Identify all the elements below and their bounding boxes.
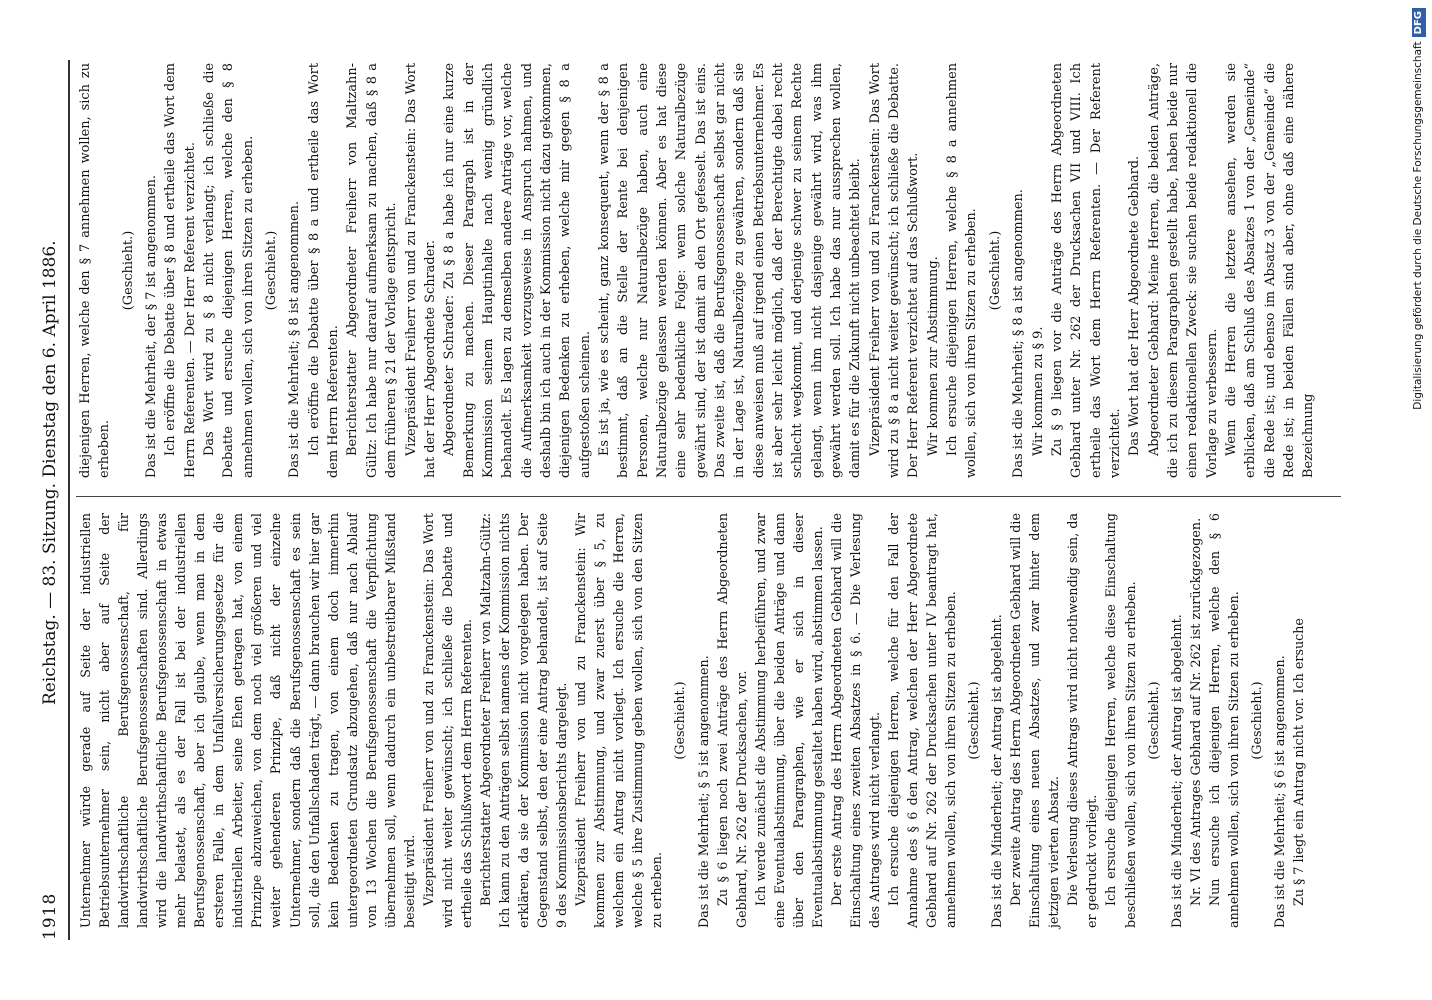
- stage-direction: (Geschieht.): [966, 681, 982, 760]
- paragraph: Vizepräsident Freiherr von und zu Franckenstein: Das Wort wird zu § 8 a nicht weiter gewünscht; ich schließe die Debatte. Der Herr Referent verzichtet auf das Schlußwort.: [867, 63, 922, 478]
- paragraph: Ich werde zunächst die Abstimmung herbeiführen, und zwar eine Eventualabstimmung, über die beiden Anträge und dann über den Paragraphen, wie er sich in dieser Eventualabstimmung gestaltet haben wird, abstimmen lassen.: [752, 513, 825, 928]
- paragraph: Wir kommen zu § 9.: [1030, 326, 1046, 456]
- page-number: 1918: [40, 892, 60, 940]
- paragraph: Zu § 7 liegt ein Antrag nicht vor. Ich ersuche: [1290, 618, 1306, 906]
- stage-direction: (Geschieht.): [1248, 681, 1264, 760]
- paragraph: Vizepräsident Freiherr von und zu Franckenstein: Das Wort hat der Herr Abgeordnete Schrader.: [403, 63, 438, 478]
- header-rule: [68, 60, 70, 940]
- paragraph: Das ist die Mehrheit; § 8 ist angenommen.: [287, 200, 303, 478]
- stage-direction: (Geschieht.): [120, 230, 136, 311]
- stage-direction: (Geschieht.): [987, 230, 1003, 311]
- right-column: [76, 63, 1326, 478]
- paragraph: Das Wort hat der Herr Abgeordnete Gebhard.: [1127, 155, 1143, 456]
- paragraph: Das ist die Mehrheit; § 8 a ist angenommen.: [1011, 189, 1027, 478]
- paragraph: Das Wort wird zu § 8 nicht verlangt; ich schließe die Debatte und ersuche diejenigen Herren, welche den § 8 annehmen wollen, sich von ihren Sitzen zu erheben.: [202, 63, 256, 478]
- paragraph: Die Verlesung dieses Antrags wird nicht nothwendig sein, da er gedruckt vorliegt.: [1065, 513, 1100, 928]
- paragraph: Ich eröffne die Debatte über § 8 und ertheile das Wort dem Herrn Referenten. — Der Herr Referent verzichtet.: [163, 63, 198, 478]
- paragraph: Nun ersuche ich diejenigen Herren, welche den § 6 annehmen wollen, sich von ihren Sitzen zu erheben.: [1206, 513, 1241, 928]
- paragraph: Berichterstatter Abgeordneter Freiherr von Maltzahn-Gültz: Ich habe nur darauf aufmerksam zu machen, daß § 8 a dem früheren § 21 der Vorlage entspricht.: [345, 63, 400, 478]
- paragraph: Wir kommen zur Abstimmung.: [925, 256, 941, 456]
- paragraph: Der zweite Antrag des Herrn Abgeordneten Gebhard will die Einschaltung eines neuen Absatzes, und zwar hinter dem jetzigen vierten Absatz.: [1008, 513, 1062, 928]
- paragraph: Zu § 9 liegen vor die Anträge des Herrn Abgeordneten Gebhard unter Nr. 262 der Drucksachen VII und VIII. Ich ertheile das Wort dem Herrn Referenten. — Der Referent verzichtet.: [1049, 63, 1123, 478]
- paragraph: Abgeordneter Schrader: Zu § 8 a habe ich nur eine kurze Bemerkung zu machen. Dieser Paragraph ist in der Kommission seinem Hauptinhalte nach wenig gründlich behandelt. Es lagen zu demselben andere Anträge vor, welche die Aufmerksamkeit vorzugsweise in Anspruch nahmen, und deshalb bin ich auch in der Kommission nicht dazu gekommen, diejenigen Bedenken zu erheben, welche mir gegen § 8 a aufgestoßen scheinen.: [442, 63, 593, 478]
- paragraph: Das ist die Mehrheit, der § 7 ist angenommen.: [144, 175, 160, 478]
- paragraph: Der erste Antrag des Herrn Abgeordneten Gebhard will die Einschaltung eines zweiten Absatzes in § 6. — Die Verlesung des Antrages wird nicht verlangt.: [828, 513, 882, 928]
- paragraph: Das ist die Minderheit; der Antrag ist abgelehnt.: [1168, 614, 1184, 928]
- dfg-logo-icon: DFG: [1412, 8, 1426, 37]
- stage-direction: (Geschieht.): [672, 681, 688, 760]
- paragraph: Das ist die Mehrheit; § 5 ist angenommen.: [695, 655, 711, 928]
- paragraph: Abgeordneter Gebhard: Meine Herren, die beiden Anträge, die ich zu diesem Paragraphen gestellt habe, haben beide nur einen redaktionellen Zweck: sie suchen beide redaktionell die Vorlage zu verbessern.: [1146, 63, 1220, 478]
- paragraph: Berichterstatter Abgeordneter Freiherr von Maltzahn-Gültz: Ich kann zu den Anträgen selbst namens der Kommission nichts erklären, da sie der Kommission nicht vorgelegen haben. Der Gegenstand selbst, den der eine Antrag behandelt, ist auf Seite 9 des Kommissionsberichts dargelegt.: [477, 513, 570, 928]
- paragraph: Unternehmer würde gerade auf Seite der industriellen Betriebsunternehmer sein, nicht aber auf Seite der landwirthschaftliche Berufsgenossenschaft, für landwirthschaftliche Berufsgenossenschaften sind. Allerdings wird die landwirthschaftliche Berufsgenossenschaft in etwas mehr belastet, als es der Fall ist bei der industriellen Berufsgenossenschaft, aber ich glaube, wenn man in dem ersteren Falle, in dem Unfallversicherungsgesetze für die industriellen Arbeiter, seine Ehen getragen hat, von einem Prinzipe abzuweichen, von dem noch viel größeren und viel weiter gehenderen Prinzipe, daß nicht der einzelne Unternehmer, sondern daß die Berufsgenossenschaft es sein soll, die den Unfallschaden trägt, — dann brauchen wir hier gar kein Bedenken zu tragen, von einem doch immerhin untergeordneten Grundsatz abzugehen, daß nur nach Ablauf von 13 Wochen die Berufsgenossenschaft die Verpflichtung übernehmen soll, wenn dadurch ein unbestreitbarer Mißstand beseitigt wird.: [78, 513, 417, 928]
- paragraph: Nr. VI des Antrages Gebhard auf Nr. 262 ist zurückgezogen.: [1187, 517, 1203, 906]
- paragraph: Ich ersuche diejenigen Herren, welche § 8 a annehmen wollen, sich von ihren Sitzen zu erheben.: [945, 63, 980, 478]
- paragraph: Vizepräsident Freiherr von und zu Franckenstein: Wir kommen zur Abstimmung, und zwar zuerst über § 5, zu welchem ein Antrag nicht vorliegt. Ich ersuche die Herren, welche § 5 ihre Zustimmung geben wollen, sich von den Sitzen zu erheben.: [573, 513, 665, 928]
- digitization-credit: [1409, 8, 1427, 990]
- stage-direction: (Geschieht.): [1145, 681, 1161, 760]
- paragraph: Zu § 6 liegen noch zwei Anträge des Herrn Abgeordneten Gebhard, Nr. 262 der Drucksachen, vor.: [714, 513, 749, 928]
- column-divider: [76, 496, 1341, 497]
- stage-direction: (Geschieht.): [264, 230, 280, 311]
- credit-text: Digitalisierung gefördert durch die Deutsche Forschungsgemeinschaft: [1412, 41, 1424, 410]
- paragraph: Ich ersuche diejenigen Herren, welche für den Fall der Annahme des § 6 den Antrag, welchen der Herr Abgeordnete Gebhard auf Nr. 262 der Drucksachen unter IV beantragt hat, annehmen wollen, sich von ihren Sitzen zu erheben.: [885, 513, 959, 928]
- paragraph: Es ist ja, wie es scheint, ganz konsequent, wenn der § 8 a bestimmt, daß an die Stelle der Rente bei denjenigen Personen, welche nur Naturalbezüge haben, auch eine Naturalbezüge gelassen werden können. Aber es hat diese eine sehr bedenkliche Folge: wenn solche Naturalbezüge gewährt sind, der ist damit an den Ort gefesselt. Das ist eins. Das zweite ist, daß die Berufsgenossenschaft selbst gar nicht in der Lage ist, Naturalbezüge zu gewähren, sondern daß sie diese anweisen muß auf irgend einen Betriebsunternehmer. Es ist aber sehr leicht möglich, daß der Berechtigte dabei recht schlecht wegkommt, und derjenige schwer zu seinem Rechte gelangt, wenn ihm nicht dasjenige gewährt wird, was ihm gewährt werden soll. Ich habe das nur aussprechen wollen, damit es für die Zukunft nicht unbeachtet bleibt.: [596, 63, 864, 478]
- paragraph: diejenigen Herren, welche den § 7 annehmen wollen, sich zu erheben.: [78, 63, 113, 478]
- left-column: [76, 513, 1326, 928]
- paragraph: Das ist die Minderheit; der Antrag ist abgelehnt.: [989, 614, 1005, 928]
- page-header: [36, 60, 64, 940]
- paragraph: Das ist die Mehrheit; § 6 ist angenommen.: [1271, 655, 1287, 928]
- paragraph: Vizepräsident Freiherr von und zu Franckenstein: Das Wort wird nicht weiter gewünscht; ich schließe die Debatte und ertheile das Schlußwort dem Herrn Referenten.: [420, 513, 474, 928]
- page-title: Reichstag. — 83. Sitzung. Dienstag den 6. April 1886.: [40, 240, 60, 705]
- paragraph: Ich eröffne die Debatte über § 8 a und ertheile das Wort dem Herrn Referenten.: [306, 63, 342, 478]
- paragraph: Wenn die Herren die letztere ansehen, werden sie erblicken, daß am Schluß des Absatzes 1 von der „Gemeinde“ die Rede ist; und ebenso im Absatz 3 von der „Gemeinde“ die Rede ist; in beiden Fällen sind aber, ohne daß eine nähere Bezeichnung: [1223, 63, 1317, 478]
- paragraph: Ich ersuche diejenigen Herren, welche diese Einschaltung beschließen wollen, sich von ihren Sitzen zu erheben.: [1103, 513, 1138, 928]
